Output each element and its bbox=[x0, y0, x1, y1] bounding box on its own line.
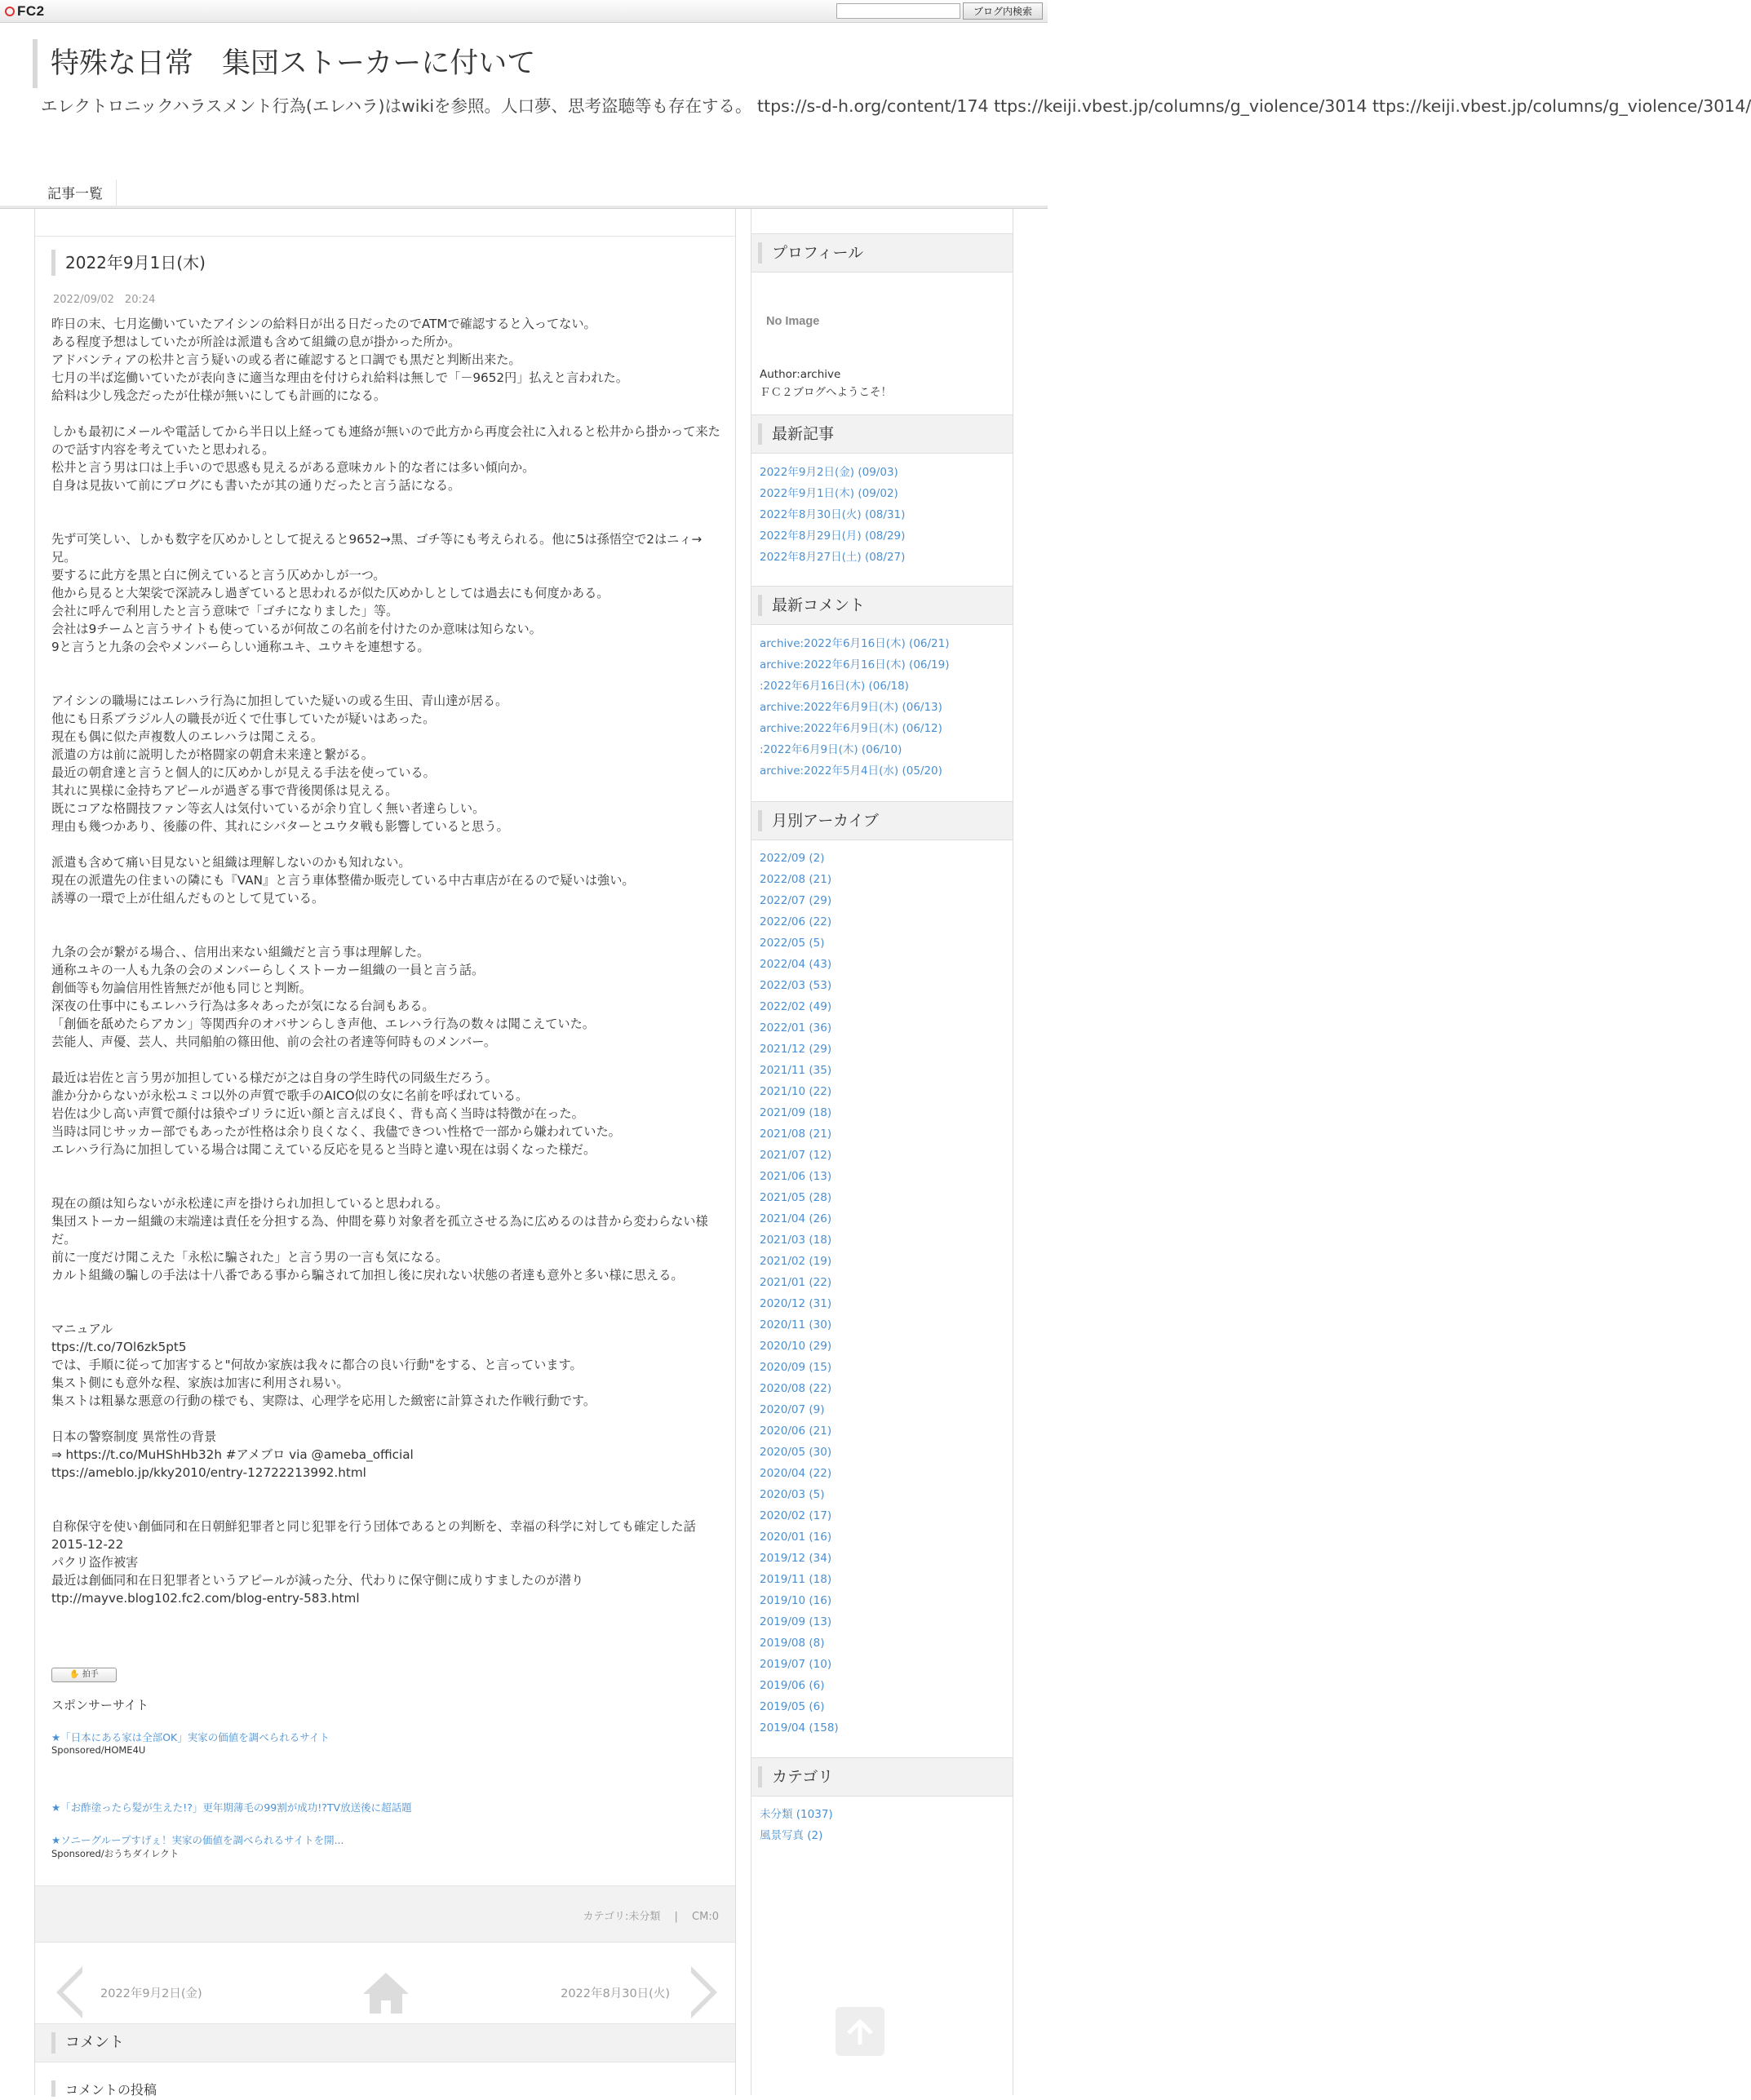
sidebar bbox=[751, 209, 1013, 2095]
post-body-line: 自身は見抜いて前にブログにも書いたが其の通りだったと言う話になる。 bbox=[51, 478, 461, 493]
monthly-archive-list bbox=[760, 848, 1008, 1739]
recent-comment-link[interactable]: archive:2022年6月9日(木) (06/13) bbox=[760, 701, 942, 714]
post-body-line: 他から見ると大架裟で深読みし過ぎていると思われるが似た仄めかしとしては過去にも何度かある。 bbox=[51, 586, 610, 600]
archive-month-link[interactable]: 2022/06 (22) bbox=[760, 915, 832, 928]
recent-post-link[interactable]: 2022年8月27日(土) (08/27) bbox=[760, 551, 906, 564]
post-body-line: ttps://t.co/7Ol6zk5pt5 bbox=[51, 1340, 187, 1354]
post-body-line: 自称保守を使い創価同和在日朝鮮犯罪者と同じ犯罪を行う団体であるとの判断を、幸福の科学に対しても確定した話 bbox=[51, 1519, 696, 1534]
archive-month-link[interactable]: 2019/12 (34) bbox=[760, 1552, 832, 1565]
paragraph-gap bbox=[51, 1051, 720, 1069]
archive-month-link[interactable]: 2019/09 (13) bbox=[760, 1615, 832, 1628]
archive-month-link[interactable]: 2021/09 (18) bbox=[760, 1106, 832, 1119]
post-body-line: ttps://ameblo.jp/kky2010/entry-12722213992.html bbox=[51, 1465, 366, 1480]
post-body-line: 既にコアな格闘技ファン等玄人は気付いているが余り宜しく無い者達らしい。 bbox=[51, 801, 485, 816]
paragraph-gap bbox=[51, 1482, 720, 1517]
post-body-line: マニュアル bbox=[51, 1322, 113, 1336]
recent-comment-link[interactable]: :2022年6月16日(木) (06/18) bbox=[760, 680, 909, 693]
next-post-link[interactable]: 2022年8月30日(火) bbox=[561, 1987, 670, 2000]
author-welcome: ＦＣ２ブログへようこそ！ bbox=[760, 386, 892, 399]
profile-author bbox=[760, 366, 892, 401]
post-cm-count[interactable]: CM:0 bbox=[692, 1911, 719, 1923]
recent-comment-link[interactable]: archive:2022年6月16日(木) (06/21) bbox=[760, 637, 950, 650]
archive-month-link[interactable]: 2021/10 (22) bbox=[760, 1085, 832, 1098]
chevron-left-icon[interactable] bbox=[56, 1966, 82, 2018]
post-date: 2022/09/02 20:24 bbox=[53, 294, 156, 306]
fc2-logo-icon bbox=[5, 7, 15, 16]
archive-month-link[interactable]: 2020/08 (22) bbox=[760, 1382, 832, 1395]
archive-month-link[interactable]: 2019/06 (6) bbox=[760, 1679, 825, 1692]
post-body-line: 通称ユキの一人も九条の会のメンバーらしくストーカー組織の一員と言う話。 bbox=[51, 963, 485, 977]
monthly-archive-heading-label: 月別アーカイブ bbox=[758, 810, 879, 831]
post-body-line: 集団ストーカー組織の末端達は責任を分担する為、仲間を募り対象者を孤立させる為に広めるのは昔から変わらない様だ。 bbox=[51, 1214, 708, 1247]
archive-month-link[interactable]: 2019/08 (8) bbox=[760, 1637, 825, 1650]
ad-link-1[interactable]: ★「日本にある家は全部OK」実家の価値を調べられるサイト bbox=[51, 1731, 330, 1743]
comments-heading-label: コメント bbox=[51, 2032, 124, 2053]
ad-source-3: Sponsored/おうちダイレクト bbox=[51, 1848, 180, 1859]
category-heading bbox=[751, 1757, 1013, 1797]
archive-month-link[interactable]: 2022/05 (5) bbox=[760, 937, 825, 950]
paragraph-gap bbox=[51, 1410, 720, 1428]
post-body-line: 他にも日系ブラジル人の職長が近くで仕事していたが疑いはあった。 bbox=[51, 711, 436, 726]
sponsor-heading: スポンサーサイト bbox=[51, 1698, 149, 1712]
monthly-archive-heading bbox=[751, 801, 1013, 840]
profile-heading bbox=[751, 233, 1013, 272]
recent-comments-heading-label: 最新コメント bbox=[758, 595, 865, 616]
post-body-line: 最近は創価同和在日犯罪者というアピールが減った分、代わりに保守側に成りすましたのが潜り bbox=[51, 1573, 584, 1588]
post-body-line: 深夜の仕事中にもエレハラ行為は多々あったが気になる台詞もある。 bbox=[51, 999, 435, 1013]
post-body-line: エレハラ行為に加担している場合は聞こえている反応を見ると当時と違い現在は弱くなった様だ。 bbox=[51, 1142, 596, 1157]
archive-month-link[interactable]: 2020/02 (17) bbox=[760, 1509, 832, 1522]
category-link[interactable]: 風景写真 (2) bbox=[760, 1829, 823, 1842]
paragraph-gap bbox=[51, 907, 720, 943]
archive-month-link[interactable]: 2021/08 (21) bbox=[760, 1128, 832, 1141]
paragraph-gap bbox=[51, 405, 720, 423]
author-name: Author:archive bbox=[760, 368, 841, 381]
post-body-line: では、手順に従って加害すると"何故か家族は我々に都合の良い行動"をする、と言っています。 bbox=[51, 1358, 583, 1372]
post-body-line: 現在の派遣先の住まいの隣にも『VAN』と言う車体整備か販売している中古車店が在るので疑いは強い。 bbox=[51, 873, 635, 888]
post-title[interactable]: 2022年9月1日(木) bbox=[51, 250, 206, 276]
prev-post-link[interactable]: 2022年9月2日(金) bbox=[100, 1987, 202, 2000]
paragraph-gap bbox=[51, 1159, 720, 1194]
post-body-line: 2015-12-22 bbox=[51, 1537, 124, 1552]
paragraph-gap bbox=[51, 656, 720, 692]
archive-month-link[interactable]: 2020/06 (21) bbox=[760, 1424, 832, 1438]
recent-posts-heading bbox=[751, 414, 1013, 454]
archive-month-link[interactable]: 2021/11 (35) bbox=[760, 1064, 832, 1077]
archive-month-link[interactable]: 2021/02 (19) bbox=[760, 1255, 832, 1268]
category-list bbox=[760, 1804, 1008, 1846]
post-body-line: 松井と言う男は口は上手いので思惑も見えるがある意味カルト的な者には多い傾向か。 bbox=[51, 460, 535, 475]
post-body-line: 先ず可笑しい、しかも数字を仄めかしとして捉えると9652→黒、ゴチ等にも考えられる。他に5は孫悟空で2はニィ→兄。 bbox=[51, 532, 703, 565]
archive-month-link[interactable]: 2022/03 (53) bbox=[760, 979, 832, 992]
post-body-line: 会社に呼んで利用したと言う意味で「ゴチになりました」等。 bbox=[51, 604, 399, 618]
post-body-line: 誘導の一環で上が仕組んだものとして見ている。 bbox=[51, 891, 325, 906]
post-body-line: 当時は同じサッカー部でもあったが性格は余り良くなく、我儘できつい性格で一部から嫌われていた。 bbox=[51, 1124, 621, 1139]
post-body-line: 現在の顔は知らないが永松達に声を掛けられ加担していると思われる。 bbox=[51, 1196, 448, 1211]
paragraph-gap bbox=[51, 835, 720, 853]
archive-month-link[interactable]: 2022/07 (29) bbox=[760, 894, 832, 907]
archive-month-link[interactable]: 2021/03 (18) bbox=[760, 1234, 832, 1247]
archive-month-link[interactable]: 2021/04 (26) bbox=[760, 1212, 832, 1225]
recent-post-link[interactable]: 2022年9月2日(金) (09/03) bbox=[760, 466, 898, 479]
archive-month-link[interactable]: 2020/01 (16) bbox=[760, 1531, 832, 1544]
archive-month-link[interactable]: 2022/09 (2) bbox=[760, 852, 825, 865]
arrow-up-icon bbox=[836, 2007, 884, 2056]
post-body-line: しかも最初にメールや電話してから半日以上経っても連絡が無いので此方から再度会社に入れると松井から掛かって来たので話す内容を考えていたと思われる。 bbox=[51, 424, 720, 457]
clap-button[interactable] bbox=[51, 1668, 117, 1682]
archive-month-link[interactable]: 2020/10 (29) bbox=[760, 1340, 832, 1353]
chevron-right-icon[interactable] bbox=[691, 1966, 717, 2018]
clap-label: 拍手 bbox=[82, 1670, 99, 1679]
blog-title[interactable]: 特殊な日常 集団ストーカーに付いて bbox=[33, 39, 535, 88]
clap-icon: ✋ bbox=[69, 1670, 80, 1679]
post-body-line: 誰か分からないが永松ユミコ以外の声質で歌手のAICO似の女に名前を呼ばれている。 bbox=[51, 1088, 529, 1103]
post-body-line: 七月の半ば迄働いていたが表向きに適当な理由を付けられ給料は無しで「－9652円」払えと言われた。 bbox=[51, 370, 628, 385]
archive-month-link[interactable]: 2021/06 (13) bbox=[760, 1170, 832, 1183]
profile-heading-label: プロフィール bbox=[758, 242, 863, 264]
fc2-toolbar bbox=[0, 0, 1048, 23]
archive-month-link[interactable]: 2022/04 (43) bbox=[760, 958, 832, 971]
archive-month-link[interactable]: 2020/05 (30) bbox=[760, 1446, 832, 1459]
post-body-line: 要するに此方を黒と白に例えていると言う仄めかしが一つ。 bbox=[51, 568, 386, 583]
post-category-link[interactable]: カテゴリ:未分類 bbox=[583, 1911, 661, 1923]
post-body-line: アドバンティアの松井と言う疑いの或る者に確認すると口調でも黒だと判断出来た。 bbox=[51, 352, 521, 367]
recent-comment-link[interactable]: archive:2022年6月9日(木) (06/12) bbox=[760, 722, 942, 735]
post-body-line: 理由も幾つかあり、後藤の件、其れにシバターとユウタ戦も影響していると思う。 bbox=[51, 819, 509, 834]
post-body-line: 日本の警察制度 異常性の背景 bbox=[51, 1429, 217, 1444]
post-body-line: ttp://mayve.blog102.fc2.com/blog-entry-583.html bbox=[51, 1591, 360, 1606]
home-icon[interactable] bbox=[361, 1969, 410, 2015]
ad-source-1: Sponsored/HOME4U bbox=[51, 1744, 146, 1756]
archive-month-link[interactable]: 2020/12 (31) bbox=[760, 1297, 832, 1310]
ad-link-3[interactable]: ★ソニーグループすげぇ！実家の価値を調べられるサイトを開... bbox=[51, 1834, 344, 1846]
recent-post-link[interactable]: 2022年8月30日(火) (08/31) bbox=[760, 508, 906, 521]
category-link[interactable]: 未分類 (1037) bbox=[760, 1808, 833, 1821]
back-to-top-button[interactable] bbox=[836, 2007, 884, 2056]
post-body-line: 岩佐は少し高い声質で顔付は猿やゴリラに近い顔と言えば良く、背も高く当時は特徴が在った。 bbox=[51, 1106, 584, 1121]
recent-comment-link[interactable]: :2022年6月9日(木) (06/10) bbox=[760, 743, 902, 756]
post-body-line: 給料は少し残念だったが仕様が無いにしても計画的になる。 bbox=[51, 388, 387, 403]
archive-month-link[interactable]: 2019/10 (16) bbox=[760, 1594, 832, 1607]
fc2-logo-text: FC2 bbox=[17, 3, 45, 19]
recent-comments-list bbox=[760, 633, 1008, 782]
main-column bbox=[34, 209, 736, 2098]
post-body-line: カルト組織の騙しの手法は十八番である事から騙されて加担し後に戻れない状態の者達も意外と多い様に思える。 bbox=[51, 1268, 684, 1283]
paragraph-gap bbox=[51, 1284, 720, 1320]
post-body-line: パクリ盗作被害 bbox=[51, 1555, 139, 1570]
archive-month-link[interactable]: 2019/11 (18) bbox=[760, 1573, 832, 1586]
archive-month-link[interactable]: 2019/05 (6) bbox=[760, 1700, 825, 1713]
post-body-line: 派遣も含めて痛い目見ないと組織は理解しないのかも知れない。 bbox=[51, 855, 411, 870]
blog-description: エレクトロニックハラスメント行為(エレハラ)はwikiを参照。人口夢、思考盗聴等も存在する。 ttps://s-d-h.org/content/174 ttps://keiji.vbest.jp/columns/g_violence/3014 ttps://keiji.vbest.jp/columns/g_violence/3014/ bbox=[41, 96, 1751, 116]
archive-month-link[interactable]: 2020/03 (5) bbox=[760, 1488, 825, 1501]
post-body-line: 会社は9チームと言うサイトも使っているが何故この名前を付けたのか意味は知らない。 bbox=[51, 622, 542, 636]
post-body-line: 現在も偶に似た声複数人のエレハラは聞こえる。 bbox=[51, 729, 324, 744]
blog-search-button[interactable]: ブログ内検索 bbox=[963, 2, 1043, 20]
recent-comment-link[interactable]: archive:2022年6月16日(木) (06/19) bbox=[760, 658, 950, 671]
archive-month-link[interactable]: 2019/04 (158) bbox=[760, 1721, 839, 1734]
post-body-line: 集スト側にも意外な程、家族は加害に利用され易い。 bbox=[51, 1376, 349, 1390]
post-body-line: 其れに異様に金持ちアピールが過ぎる事で背後関係は見える。 bbox=[51, 783, 398, 798]
post-body-line: ⇒ https://t.co/MuHShHb32h #アメブロ via @ameba_official bbox=[51, 1447, 414, 1462]
recent-posts-heading-label: 最新記事 bbox=[758, 423, 834, 445]
category-heading-label: カテゴリ bbox=[758, 1766, 833, 1788]
archive-month-link[interactable]: 2022/08 (21) bbox=[760, 873, 832, 886]
post-pager bbox=[35, 1942, 735, 2031]
archive-month-link[interactable]: 2022/01 (36) bbox=[760, 1021, 832, 1034]
post-body-line: 9と言うと九条の会やメンバーらしい通称ユキ、ユウキを連想する。 bbox=[51, 640, 430, 654]
archive-month-link[interactable]: 2021/12 (29) bbox=[760, 1043, 832, 1056]
archive-month-link[interactable]: 2020/07 (9) bbox=[760, 1403, 825, 1416]
post-body-line: 昨日の末、七月迄働いていたアイシンの給料日が出る日だったのでATMで確認すると入ってない。 bbox=[51, 317, 596, 331]
separator: | bbox=[663, 1911, 689, 1923]
recent-comment-link[interactable]: archive:2022年5月4日(水) (05/20) bbox=[760, 764, 942, 778]
post-meta bbox=[583, 1907, 720, 1923]
post-body-line: ある程度予想はしていたが所詮は派遣も含めて組織の息が掛かった所か。 bbox=[51, 334, 461, 349]
blog-header bbox=[0, 23, 1751, 206]
archive-month-link[interactable]: 2020/04 (22) bbox=[760, 1467, 832, 1480]
recent-post-link[interactable]: 2022年8月29日(月) (08/29) bbox=[760, 529, 906, 543]
recent-post-link[interactable]: 2022年9月1日(木) (09/02) bbox=[760, 487, 898, 500]
blog-search-input[interactable] bbox=[836, 3, 960, 19]
post-footer bbox=[35, 1885, 735, 1943]
ad-link-2[interactable]: ★「お酢塗ったら髪が生えた!?」更年期薄毛の99割が成功!?TV放送後に超話題 bbox=[51, 1801, 412, 1814]
paragraph-gap bbox=[51, 494, 720, 530]
nav-item-article-list[interactable]: 記事一覧 bbox=[34, 179, 117, 209]
fc2-logo[interactable] bbox=[5, 3, 45, 20]
archive-month-link[interactable]: 2021/05 (28) bbox=[760, 1191, 832, 1204]
post-body-line: 芸能人、声優、芸人、共同船舶の篠田他、前の会社の者達等何時ものメンバー。 bbox=[51, 1034, 497, 1049]
archive-month-link[interactable]: 2019/07 (10) bbox=[760, 1658, 832, 1671]
post-body-line: 最近の朝倉達と言うと個人的に仄めかしが見える手法を使っている。 bbox=[51, 765, 436, 780]
main-top-spacer bbox=[35, 209, 735, 237]
recent-posts-list bbox=[760, 462, 1008, 568]
archive-month-link[interactable]: 2021/01 (22) bbox=[760, 1276, 832, 1289]
post-body-line: 前に一度だけ聞こえた「永松に騙された」と言う男の一言も気になる。 bbox=[51, 1250, 448, 1265]
comment-form-heading: コメントの投稿 bbox=[51, 2080, 157, 2097]
post-body-line: 集ストは粗暴な悪意の行動の様でも、実際は、心理学を応用した緻密に計算された作戦行動です。 bbox=[51, 1393, 596, 1408]
post-body-line: 九条の会が繋がる場合、、信用出来ない組織だと言う事は理解した。 bbox=[51, 945, 430, 959]
post-body-line: アイシンの職場にはエレハラ行為に加担していた疑いの或る生田、青山達が居る。 bbox=[51, 693, 508, 708]
archive-month-link[interactable]: 2022/02 (49) bbox=[760, 1000, 832, 1013]
archive-month-link[interactable]: 2021/07 (12) bbox=[760, 1149, 832, 1162]
post-body-line: 最近は岩佐と言う男が加担している様だが之は自身の学生時代の同級生だろう。 bbox=[51, 1070, 498, 1085]
archive-month-link[interactable]: 2020/09 (15) bbox=[760, 1361, 832, 1374]
recent-comments-heading bbox=[751, 586, 1013, 625]
archive-month-link[interactable]: 2020/11 (30) bbox=[760, 1318, 832, 1331]
post-body-line: 創価等も勿論信用性皆無だが他も同じと判断。 bbox=[51, 981, 312, 995]
post-body-line: 派遣の方は前に説明したが格闘家の朝倉未来達と繋がる。 bbox=[51, 747, 374, 762]
comments-heading bbox=[35, 2023, 735, 2062]
post-body bbox=[51, 315, 720, 1607]
post-body-line: 「創価を舐めたらアカン」等関西弁のオバサンらしき声他、エレハラ行為の数々は聞こえていた。 bbox=[51, 1017, 595, 1031]
profile-no-image: No Image bbox=[766, 315, 820, 328]
